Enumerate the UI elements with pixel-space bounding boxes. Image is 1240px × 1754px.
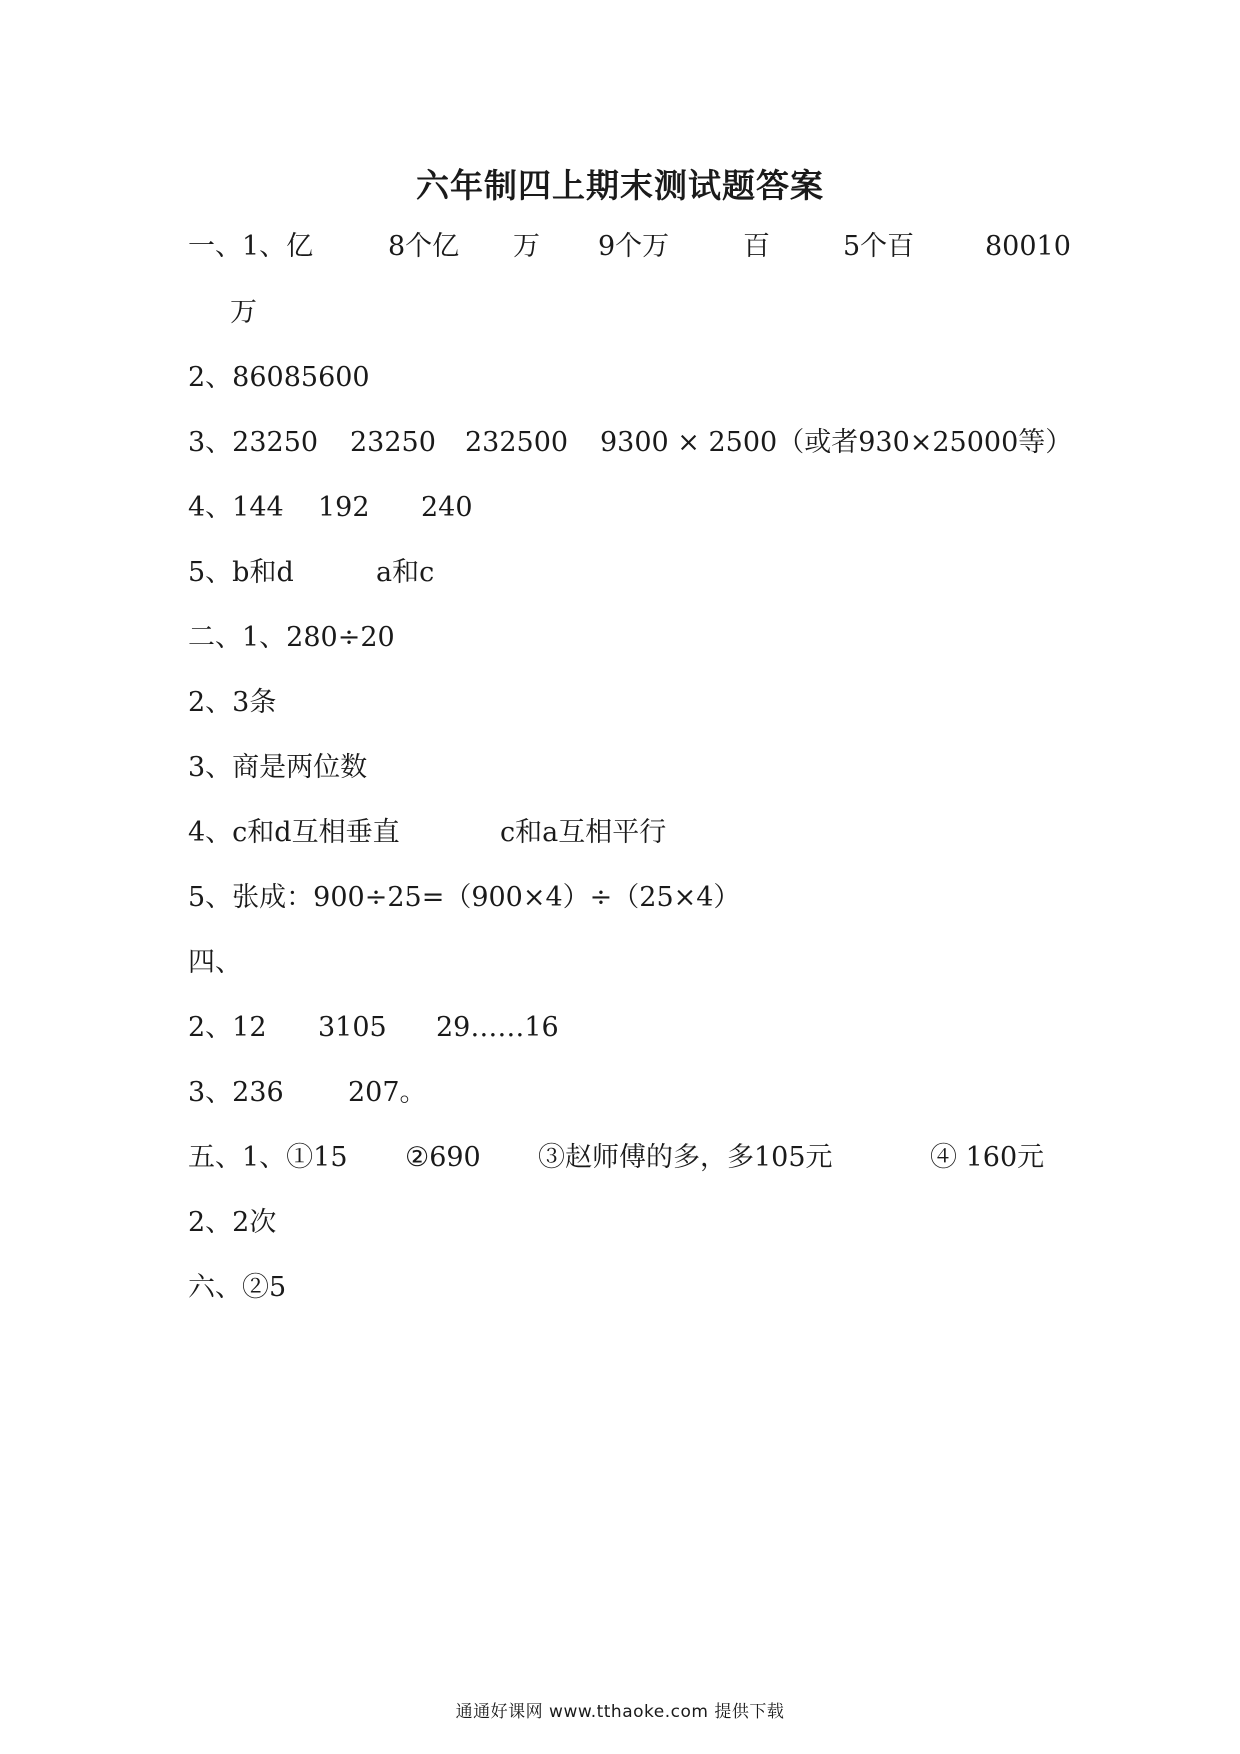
answer-text: 二、1、280÷20 bbox=[188, 622, 395, 653]
answer-text: 4、c和d互相垂直 bbox=[188, 817, 400, 848]
answer-text: 3、23250 bbox=[188, 427, 319, 458]
answer-text: 六、②5 bbox=[188, 1272, 287, 1303]
answer-text: 8个亿 bbox=[388, 231, 460, 262]
answer-text: 万 bbox=[513, 231, 540, 262]
answer-text: 240 bbox=[421, 492, 473, 523]
page-title: 六年制四上期末测试题答案 bbox=[416, 166, 824, 205]
answer-text: 192 bbox=[318, 492, 370, 523]
answer-text: 207。 bbox=[348, 1077, 427, 1108]
answer-text: 5个百 bbox=[843, 231, 915, 262]
answer-text: 3、236 bbox=[188, 1077, 284, 1108]
answer-text: 4、144 bbox=[188, 492, 284, 523]
answer-text: 5、b和d bbox=[188, 557, 294, 588]
answer-text: ②690 bbox=[405, 1142, 481, 1173]
answer-text: ④ 160元 bbox=[930, 1142, 1045, 1173]
answer-text: 5、张成：900÷25=（900×4）÷（25×4） bbox=[188, 882, 741, 913]
answer-text: 2、2次 bbox=[188, 1207, 277, 1238]
answer-text: c和a互相平行 bbox=[500, 817, 667, 848]
answer-text: 80010 bbox=[985, 231, 1071, 262]
answer-text: 3、商是两位数 bbox=[188, 752, 368, 783]
answer-text: 23250 bbox=[350, 427, 436, 458]
answer-text: 232500 bbox=[465, 427, 569, 458]
answer-text: 万 bbox=[230, 297, 257, 328]
answer-text: 9个万 bbox=[598, 231, 670, 262]
answer-text: ③赵师傅的多，多105元 bbox=[538, 1142, 833, 1173]
answer-text: 百 bbox=[743, 231, 770, 262]
answer-text: 3105 bbox=[318, 1012, 387, 1043]
answer-text: 2、86085600 bbox=[188, 362, 370, 393]
answer-text: 29……16 bbox=[436, 1012, 559, 1043]
footer-credit: 通通好课网 www.tthaoke.com 提供下载 bbox=[455, 1702, 785, 1722]
answer-text: 四、 bbox=[188, 947, 242, 978]
answer-text: 五、1、①15 bbox=[188, 1142, 348, 1173]
answer-text: 2、12 bbox=[188, 1012, 267, 1043]
answer-text: 2、3条 bbox=[188, 687, 277, 718]
answer-text: 一、1、亿 bbox=[188, 231, 314, 262]
answer-text: a和c bbox=[376, 557, 435, 588]
answer-text: 9300 × 2500（或者930×25000等） bbox=[600, 427, 1073, 458]
